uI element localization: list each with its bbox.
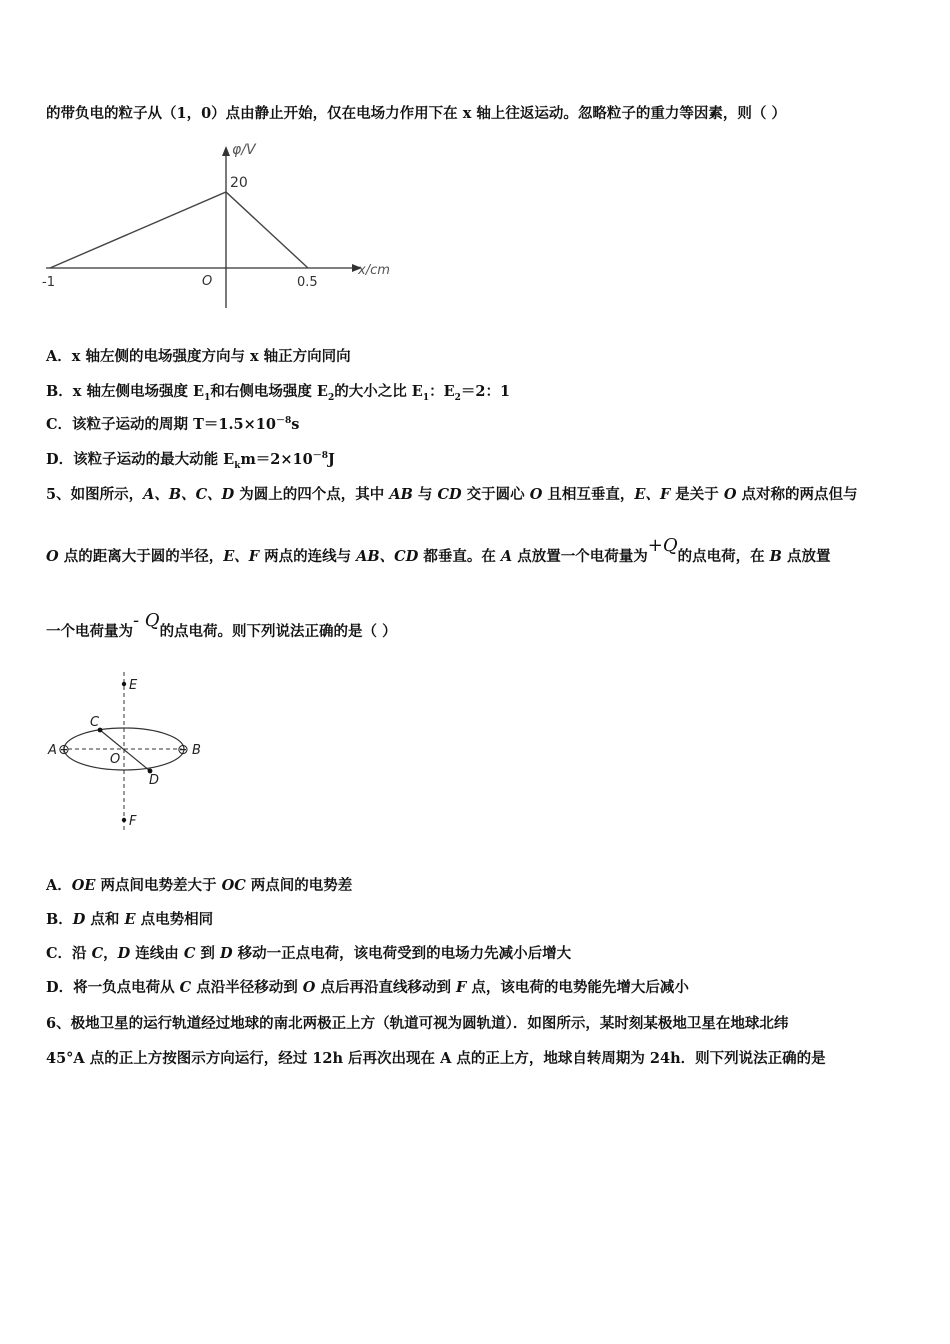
point-e: [122, 682, 126, 686]
q4-option-d: D．该粒子运动的最大动能 $E_km=2\times 10^{-8}J$: [46, 451, 335, 471]
origin-label: O: [202, 274, 213, 289]
point-f: [122, 818, 126, 822]
potential-curve: [50, 192, 308, 268]
q4-option-b: B．x 轴左侧电场强度 $E_1$和右侧电场强度 $E_2$的大小之比 $E_1$：$E_2=2$：1: [46, 383, 511, 403]
label-c: C: [90, 715, 100, 730]
potential-graph: [40, 140, 400, 310]
label-b: B: [192, 743, 201, 758]
label-a: A: [48, 743, 57, 758]
label-f: F: [129, 814, 137, 829]
y-axis-label: φ/V: [232, 142, 256, 158]
q6-line-2: 45°A 点的正上方按图示方向运行，经过 12h 后再次出现在 A 点的正上方，地球自转周期为 24h．则下列说法正确的是: [46, 1050, 826, 1067]
q4-option-a: A．x 轴左侧的电场强度方向与 x 轴正方向同向: [46, 348, 351, 365]
x-axis-label: x/cm: [358, 263, 390, 278]
q6-line-1: 6、极地卫星的运行轨道经过地球的南北两极正上方（轨道可视为圆轨道）．如图所示，某时刻某极地卫星在地球北纬: [46, 1015, 789, 1032]
circle-figure: [44, 668, 224, 838]
minus-charge-icon: ⊖: [177, 742, 189, 758]
q5-option-d: D．将一负点电荷从 C 点沿半径移动到 O 点后再沿直线移动到 F 点，该电荷的电势能先增大后减小: [46, 979, 689, 996]
label-e: E: [129, 678, 138, 693]
q5-line-2: O 点的距离大于圆的半径，E、F 两点的连线与 AB、CD 都垂直。在 A 点放置一个电荷量为+Q的点电荷，在 B 点放置: [46, 535, 831, 565]
charge-minus-q: - Q: [133, 610, 160, 631]
plus-charge-icon: ⊕: [58, 742, 70, 758]
q5-option-b: B．D 点和 E 点电势相同: [46, 911, 214, 928]
q5-line-1: 5、如图所示，A、B、C、D 为圆上的四个点，其中 AB 与 CD 交于圆心 O 且相互垂直，E、F 是关于 O 点对称的两点但与: [46, 486, 858, 503]
label-d: D: [149, 773, 160, 788]
label-o: O: [110, 752, 121, 767]
y-axis-arrow: [222, 146, 230, 156]
q4-option-c: C．该粒子运动的周期 $T=1.5\times 10^{-8}s$: [46, 416, 300, 433]
charge-plus-q: +Q: [647, 535, 678, 556]
left-tick-label: -1: [42, 275, 55, 290]
q5-option-c: C．沿 C，D 连线由 C 到 D 移动一正点电荷，该电荷受到的电场力先减小后增大: [46, 945, 572, 962]
q5-option-a: A．OE 两点间电势差大于 OC 两点间的电势差: [46, 877, 353, 894]
q5-line-3: 一个电荷量为- Q的点电荷。则下列说法正确的是（ ）: [46, 610, 397, 640]
right-tick-label: 0.5: [297, 275, 318, 290]
cd-line: [100, 730, 150, 771]
q4-intro: 的带负电的粒子从（1，0）点由静止开始，仅在电场力作用下在 x 轴上往返运动。忽略粒子的重力等因素，则（ ）: [46, 105, 786, 122]
peak-label: 20: [230, 175, 248, 191]
